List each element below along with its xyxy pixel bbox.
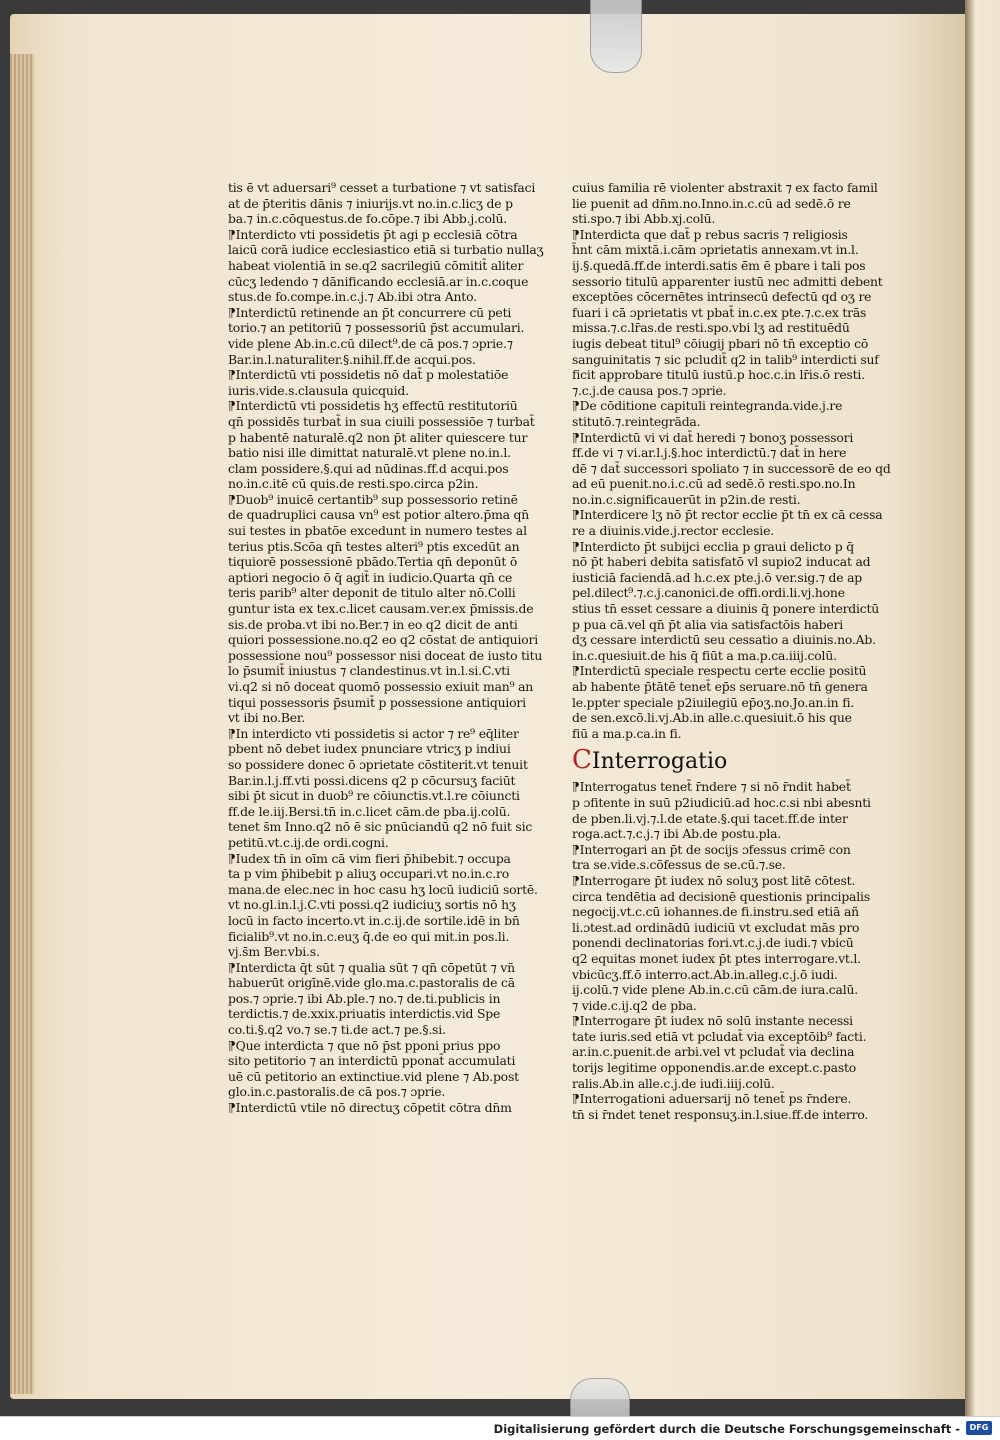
text-line: sanguinitatis ⁊ sic pcludit̄ q2 in talib⁹ interdicti suf xyxy=(572,351,879,367)
text-line: li.ɔtest.ad ordinādū iudiciū vt excludat mās pro xyxy=(572,919,860,935)
text-line: de pben.li.vj.⁊.l.de etate.§.qui tacet.ff.de inter xyxy=(572,810,848,826)
text-line: locū in facto incerto.vt in.c.ij.de sortile.idē in bn̄ xyxy=(228,912,520,928)
text-line: ⁋Interdicta que dat̄ p rebus sacris ⁊ religiosis xyxy=(572,226,848,242)
text-line: ⁋Interrogare p̄t iudex nō soluʒ post litē cōtest. xyxy=(572,872,856,888)
text-line: dē ⁊ dat̄ successori spoliato ⁊ in successorē de eo qd xyxy=(572,460,891,476)
text-line: lie puenit ad dn̄m.no.Inno.in.c.cū ad sedē.ō re xyxy=(572,195,851,211)
book-clip-top xyxy=(590,0,642,73)
text-line: p habentē naturalē.q2 non p̄t aliter quiescere tur xyxy=(228,429,528,445)
text-line: vide plene Ab.in.c.cū dilect⁹.de cā pos.⁊ ɔprie.⁊ xyxy=(228,335,513,351)
text-line: pbent nō debet iudex pnunciare vtricʒ p indiui xyxy=(228,741,511,757)
text-line: at de p̄teritis dānis ⁊ iniurijs.vt no.in.c.licʒ de p xyxy=(228,195,513,211)
text-line: lo p̄sumit̄ iniustus ⁊ clandestinus.vt in.l.si.C.vti xyxy=(228,663,510,679)
text-line: pel.dilect⁹.⁊.c.j.canonici.de offi.ordi.li.vj.hone xyxy=(572,585,845,601)
text-line: ba.⁊ in.c.cōquestus.de fo.cōpe.⁊ ibi Abb.j.colū. xyxy=(228,211,508,227)
text-line: ad eū puenit.no.i.c.cū ad sedē.ō resti.spo.no.In xyxy=(572,476,856,492)
text-line: vi.q2 si nō doceat quomō possessio exiuit man⁹ an xyxy=(228,679,534,694)
text-line: teris parib⁹ alter deponit de titulo alter nō.Colli xyxy=(228,585,516,601)
text-line: qn̄ possidēs turbat̄ in sua ciuili possessiōe ⁊ turbat̄ xyxy=(228,413,535,429)
text-line: stus.de fo.compe.in.c.j.⁊ Ab.ibi ɔtra Anto. xyxy=(228,289,477,305)
text-line: glo.in.c.pastoralis.de cā pos.⁊ ɔprie. xyxy=(228,1084,446,1100)
text-line: ij.colū.⁊ vide plene Ab.in.c.cū cām.de iura.calū. xyxy=(572,982,859,998)
text-line: ab habente p̄tātē tenet̄ ep̄s seruare.nō tn̄ genera xyxy=(572,679,868,694)
text-line: re a diuinis.vide.j.rector ecclesie. xyxy=(572,523,774,539)
text-line: negocij.vt.c.cū iohannes.de fi.instru.sed etiā añ xyxy=(572,904,859,920)
text-line: possessione nou⁹ possessor nisi doceat de iusto titu xyxy=(228,647,543,663)
text-line: terius ptis.Scōa qn̄ testes alteri⁹ ptis excedūt an xyxy=(228,538,520,554)
text-line: ff.de le.iij.Bersi.tn̄ in.c.licet cām.de pba.ij.colū. xyxy=(228,803,511,819)
text-line: fiū a ma.p.ca.in fi. xyxy=(572,725,682,741)
text-line: ⁊ vide.c.ij.q2 de pba. xyxy=(572,997,697,1013)
text-line: iusticiā faciendā.ad h.c.ex pte.j.ō ver.sig.⁊ de ap xyxy=(572,569,863,585)
text-line: p ɔfitente in suū p2iudiciū.ad hoc.c.si nbi abesnti xyxy=(572,794,871,810)
text-line: in.c.quesiuit.de his q̄ fiūt a ma.p.ca.iiij.colū. xyxy=(572,647,837,663)
text-line: tate iuris.sed etiā vt pcludat̄ via exceptōib⁹ facti. xyxy=(572,1028,867,1044)
text-line: de quadruplici causa vn⁹ est potior altero.p̄ma qn̄ xyxy=(228,507,530,523)
text-line: h̄nt cām mixtā.i.cām ɔprietatis annexam.vt in.l. xyxy=(572,242,859,258)
text-line: no.in.c.significauerūt in p2in.de resti. xyxy=(572,491,801,507)
text-line: sui testes in pbatōe excedunt in numero testes al xyxy=(228,523,527,539)
text-line: Bar.in.l.j.ff.vti possi.dicens q2 p cōcursuʒ faciūt xyxy=(228,772,516,788)
text-line: uē cū petitorio an extinctiue.vid plene ⁊ Ab.post xyxy=(228,1068,519,1084)
text-line: ⁋Interdicere lʒ nō p̄t rector ecclie p̄t tn̄ ex cā cessa xyxy=(572,507,883,523)
text-line: missa.⁊.c.lr̄as.de resti.spo.vbi lʒ ad restituēdū xyxy=(572,320,850,336)
text-line: Bar.in.l.naturaliter.§.nihil.ff.de acqui.pos. xyxy=(228,351,476,367)
text-line: cūcʒ ledendo ⁊ dānificando ecclesiā.ar in.c.coque xyxy=(228,273,529,289)
text-line: tis ē vt aduersari⁹ cesset a turbatione ⁊ vt satisfaci xyxy=(228,180,536,195)
text-line: ⁋Interrogationi aduersarij nō tenet̄ ps r̄ndere. xyxy=(572,1091,852,1107)
text-line: ⁋Interdictū retinende an p̄t concurrere cū peti xyxy=(228,304,512,320)
text-line: ⁋Interrogari an p̄t de socijs ɔfessus crimē con xyxy=(572,841,851,857)
text-line: q2 equitas monet iudex p̄t ptes interrogare.vt.l. xyxy=(572,950,861,966)
text-line: exceptōes cōcernētes intrinsecū defectū qd oʒ re xyxy=(572,289,872,305)
text-line: co.ti.§.q2 vo.⁊ se.⁊ ti.de act.⁊ pe.§.si. xyxy=(228,1022,446,1038)
text-line: guntur ista ex tex.c.licet causam.ver.ex p̄missis.de xyxy=(228,601,534,617)
text-line: tiqui possessoris p̄sumit̄ p possessione antiquiori xyxy=(228,694,526,710)
text-line: batio nisi ille dimittat naturalē.vt plene no.in.l. xyxy=(228,445,511,461)
text-line: habeat violentiā in se.q2 sacrilegiū cōmitit̄ aliter xyxy=(228,257,524,273)
text-line: ⁋Duob⁹ inuicē certantib⁹ sup possessorio retinē xyxy=(228,491,518,507)
text-line: petitū.vt.c.ij.de ordi.cogni. xyxy=(228,834,389,850)
text-line: ficit approbare titulū iustū.p hoc.c.in lr̄is.ō resti. xyxy=(572,367,865,383)
text-line: ij.§.quedā.ff.de interdi.satis ē̄m ē pbare i tali pos xyxy=(572,257,866,273)
text-line: ⁋Interdictū vtile nō directuʒ cōpetit cōtra dn̄m xyxy=(228,1100,512,1116)
text-line: tra se.vide.s.cōfessus de se.cū.⁊.se. xyxy=(572,857,786,873)
dfg-logo: DFG xyxy=(966,1421,992,1435)
text-line: terdictis.⁊ de.xxix.priuatis interdictis.vid Spe xyxy=(228,1006,501,1022)
rubric-initial: C xyxy=(572,745,592,776)
text-line: vbicūcʒ.ff.ō interro.act.Ab.in.alleg.c.j.ō iudi. xyxy=(572,966,838,982)
text-line: iuris.vide.s.clausula quicquid. xyxy=(228,382,409,398)
text-line: ⁋Interdictū vti possidetis nō dat̄ p molestatiōe xyxy=(228,367,509,383)
text-line: tn̄ si r̄ndet tenet responsuʒ.in.l.siue.ff.de interro. xyxy=(572,1106,869,1122)
text-line: ⁋Que interdicta ⁊ que nō p̄st pponi prius ppo xyxy=(228,1037,501,1053)
text-line: aptiori negocio ō q̄ agit̄ in iudicio.Quarta qn̄ ce xyxy=(228,569,513,585)
text-line: no.in.c.itē cū quis.de resti.spo.circa p2in. xyxy=(228,476,479,492)
text-line: ⁋Interrogare p̄t iudex nō solū instante necessi xyxy=(572,1013,853,1029)
footer-bar xyxy=(0,1416,1000,1440)
text-line: sti.spo.⁊ ibi Abb.xj.colū. xyxy=(572,211,716,227)
right-column-top xyxy=(572,180,902,741)
text-line: ar.in.c.puenit.de arbi.vel vt pcludat̄ via declina xyxy=(572,1044,855,1060)
text-line: torio.⁊ an petitoriū ⁊ possessoriū p̄st accumulari. xyxy=(228,320,525,336)
text-line: ⁊.c.j.de causa pos.⁊ ɔprie. xyxy=(572,382,727,398)
text-line: quiori possessione.no.q2 eo q2 cōstat de antiquiori xyxy=(228,632,538,648)
text-line: vt ibi no.Ber. xyxy=(228,710,306,726)
text-line: laicū corā iudice ecclesiastico etiā si turbatio nullaʒ xyxy=(228,242,544,258)
text-line: ff.de vi ⁊ vi.ar.l.j.§.hoc interdictū.⁊ dat̄ in here xyxy=(572,445,847,461)
text-line: pos.⁊ ɔprie.⁊ ibi Ab.ple.⁊ no.⁊ de.ti.publicis in xyxy=(228,990,501,1006)
text-line: fuari i cā ɔprietatis vt pbat̄ in.c.ex pte.⁊.c.ex trās xyxy=(572,304,867,320)
book-clip-bottom xyxy=(570,1378,630,1416)
text-line: clam possidere.§.qui ad nūdinas.ff.d acqui.pos xyxy=(228,460,509,476)
text-line: habuerūt origīnē.vide glo.ma.c.pastoralis de cā xyxy=(228,975,515,991)
funding-notice: Digitalisierung gefördert durch die Deutsche Forschungsgemeinschaft - xyxy=(493,1422,960,1436)
text-line: ⁋Interdicto vti possidetis p̄t agi p ecclesiā cōtra xyxy=(228,226,518,242)
text-line: dʒ cessare interdictū seu cessatio a diuinis.no.Ab. xyxy=(572,632,876,648)
text-line: p pua cā.vel qn̄ p̄t alia via satisfactōis haberi xyxy=(572,616,844,632)
text-line: vj.s̄m Ber.vbi.s. xyxy=(228,944,320,960)
text-line: ⁋Interdictū vti possidetis hʒ effectū restitutoriū xyxy=(228,398,518,414)
text-line: mana.de elec.nec in hoc casu hʒ locū iudiciū sortē. xyxy=(228,881,538,897)
text-line: ponendi declinatorias fori.vt.c.j.de iudi.⁊ vbicū xyxy=(572,935,854,951)
text-line: ⁋Interdictū speciale respectu certe ecclie positū xyxy=(572,663,867,679)
right-column-bottom xyxy=(572,779,902,1122)
text-line: ta p vim p̄hibebit p aliuʒ occupari.vt no.in.c.ro xyxy=(228,866,509,882)
text-line: ⁋Interdictū vi vi dat̄ heredi ⁊ bonoʒ possessori xyxy=(572,429,854,445)
section-heading xyxy=(572,745,902,777)
adjacent-page xyxy=(965,0,1000,1416)
text-line: sis.de proba.vt ibi no.Ber.⁊ in eo q2 dicit de anti xyxy=(228,616,518,632)
text-line: so possidere donec ō ɔprietate cōstiterit.vt tenuit xyxy=(228,756,528,772)
text-line: ralis.Ab.in alle.c.j.de iudi.iiij.colū. xyxy=(572,1075,775,1091)
text-line: de sen.excō.li.vj.Ab.in alle.c.quesiuit.ō his que xyxy=(572,710,852,726)
text-line: stitutō.⁊.reintegrāda. xyxy=(572,413,701,429)
text-line: tiquiorē possessionē pbādo.Tertia qn̄ deponūt ō xyxy=(228,554,518,570)
text-line: circa tendētia ad decisionē questionis principalis xyxy=(572,888,870,904)
text-line: ⁋Iudex tn̄ in oīm cā vim fieri p̄hibebit.⁊ occupa xyxy=(228,850,511,866)
page-edge xyxy=(10,54,34,1394)
text-line: nō p̄t haberi debita satisfatō vl supio2 inducat ad xyxy=(572,554,871,570)
text-line: le.ppter speciale p2iuilegiū ep̄oʒ.no.Jo.an.in fi. xyxy=(572,694,855,710)
text-line: ⁋In interdicto vti possidetis si actor ⁊ re⁹ eq̄liter xyxy=(228,725,519,741)
text-line: iugis debeat titul⁹ cōiugij pbari nō tn̄ exceptio cō xyxy=(572,335,869,351)
text-line: ⁋De cōditione capituli reintegranda.vide.j.re xyxy=(572,398,843,414)
right-text-column xyxy=(572,180,902,1122)
text-line: vt no.gl.in.l.j.C.vti possi.q2 iudiciuʒ sortis nō hʒ xyxy=(228,897,516,913)
text-line: roga.act.⁊.c.j.⁊ ibi Ab.de postu.pla. xyxy=(572,826,782,842)
text-line: sito petitorio ⁊ an interdictū pponat̄ accumulati xyxy=(228,1053,516,1069)
heading-text: Interrogatio xyxy=(591,749,728,775)
text-line: tenet s̄m Inno.q2 nō ē sic pnūciandū q2 nō fuit sic xyxy=(228,819,533,835)
text-line: sibi p̄t sicut in duob⁹ re cōiunctis.vt.l.re cōiuncti xyxy=(228,788,520,804)
left-text-column xyxy=(228,180,548,1116)
text-line: stius tn̄ esset cessare a diuinis q̄ ponere interdictū xyxy=(572,601,880,617)
text-line: torijs legitime opponendis.ar.de except.c.pasto xyxy=(572,1060,857,1076)
text-line: ⁋Interdicta q̄t sūt ⁊ qualia sūt ⁊ qn̄ cōpetūt ⁊ vn̄ xyxy=(228,959,515,975)
text-line: ⁋Interdicto p̄t subijci ecclia p graui delicto p q̄ xyxy=(572,538,854,554)
text-line: ⁋Interrogatus tenet̄ r̄ndere ⁊ si nō r̄ndit habet̄ xyxy=(572,779,851,795)
text-line: cuius familia rē violenter abstraxit ⁊ ex facto famil xyxy=(572,180,878,195)
text-line: sessorio titulū apparenter iustū nec admitti debent xyxy=(572,273,883,289)
text-line: ficialib⁹.vt no.in.c.euʒ q̄.de eo qui mit.in pos.li. xyxy=(228,928,510,944)
